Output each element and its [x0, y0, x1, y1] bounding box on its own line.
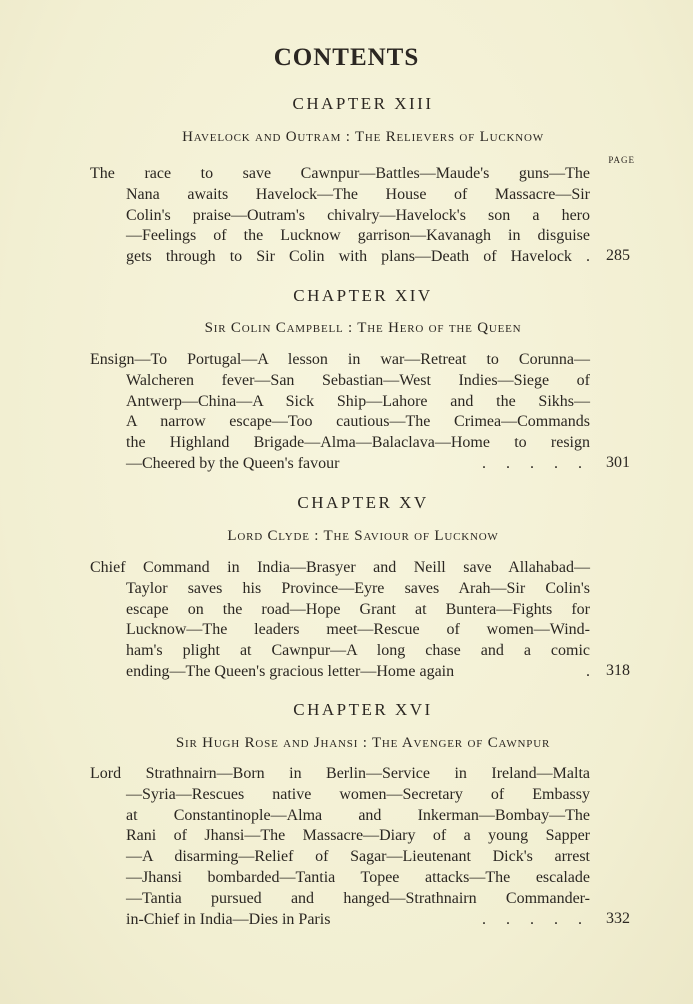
summary-line: —Feelings of the Lucknow garrison—Kavanagh in disguise — [126, 227, 590, 245]
summary-line: A narrow escape—Too cautious—The Crimea—Commands — [126, 413, 590, 431]
summary-line-last — [90, 910, 590, 931]
chapter-summary — [90, 558, 590, 683]
chapter-heading: CHAPTER XV — [297, 493, 429, 512]
chapter-subtitle: Sir Hugh Rose and Jhansi : The Avenger of Cawnpur — [175, 735, 551, 751]
summary-line-last — [90, 662, 590, 683]
summary-line: Colin's praise—Outram's chivalry—Havelock's son a hero — [126, 206, 590, 224]
page-number: 285 — [606, 247, 630, 264]
summary-line: —A disarming—Relief of Sagar—Lieutenant Dick's arrest — [126, 848, 590, 866]
chapter-subtitle: Havelock and Outram : The Relievers of Lucknow — [182, 129, 544, 145]
summary-line-last — [90, 454, 590, 475]
summary-line: Nana awaits Havelock—The House of Massacre—Sir — [126, 185, 590, 203]
summary-line: Lord Strathnairn—Born in Berlin—Service in Ireland—Malta — [90, 765, 590, 782]
chapter-subtitle: Sir Colin Campbell : The Hero of the Queen — [204, 320, 522, 336]
page-number: 332 — [606, 910, 630, 927]
summary-line: Taylor saves his Province—Eyre saves Arah—Sir Colin's — [126, 579, 590, 597]
page-title: CONTENTS — [273, 44, 420, 71]
summary-line: gets through to Sir Colin with plans—Death of Havelock . — [126, 248, 590, 266]
summary-line: Chief Command in India—Brasyer and Neill save Allahabad— — [90, 559, 590, 576]
chapter-subtitle: Lord Clyde : The Saviour of Lucknow — [227, 528, 499, 544]
summary-line-text: in-Chief in India—Dies in Paris — [126, 910, 331, 928]
summary-line-text: —Cheered by the Queen's favour — [126, 454, 340, 472]
summary-line: ham's plight at Cawnpur—A long chase and a comic — [126, 642, 590, 660]
chapter-heading: CHAPTER XIII — [292, 94, 434, 113]
leader-dots: . . . . . — [482, 454, 590, 472]
summary-line: —Tantia pursued and hanged—Strathnairn Commander- — [126, 889, 590, 907]
chapter-summary — [90, 164, 590, 268]
chapter-summary — [90, 764, 590, 930]
summary-line: —Jhansi bombarded—Tantia Topee attacks—The escalade — [126, 868, 590, 886]
summary-line: Walcheren fever—San Sebastian—West Indies—Siege of — [126, 371, 590, 389]
page-number: 301 — [606, 454, 630, 471]
summary-line: Antwerp—China—A Sick Ship—Lahore and the Sikhs— — [126, 392, 590, 410]
chapter-heading: CHAPTER XVI — [293, 700, 433, 719]
chapter-summary — [90, 350, 590, 475]
summary-line: The race to save Cawnpur—Battles—Maude's guns—The — [90, 165, 590, 182]
summary-line: the Highland Brigade—Alma—Balaclava—Home to resign — [126, 434, 590, 452]
summary-line: Rani of Jhansi—The Massacre—Diary of a young Sapper — [126, 827, 590, 845]
summary-line: —Syria—Rescues native women—Secretary of Embassy — [126, 785, 590, 803]
page-column-label: PAGE — [608, 155, 635, 165]
leader-dots: . — [586, 662, 590, 680]
leader-dots: . . . . . — [482, 910, 590, 928]
summary-line: Ensign—To Portugal—A lesson in war—Retreat to Corunna— — [90, 351, 590, 368]
chapter-heading: CHAPTER XIV — [293, 286, 433, 305]
summary-line: escape on the road—Hope Grant at Buntera—Fights for — [126, 600, 590, 618]
page-number: 318 — [606, 662, 630, 679]
summary-line: at Constantinople—Alma and Inkerman—Bombay—The — [126, 806, 590, 824]
summary-line: Lucknow—The leaders meet—Rescue of women—Wind- — [126, 621, 590, 639]
summary-line-text: ending—The Queen's gracious letter—Home again — [126, 662, 455, 680]
